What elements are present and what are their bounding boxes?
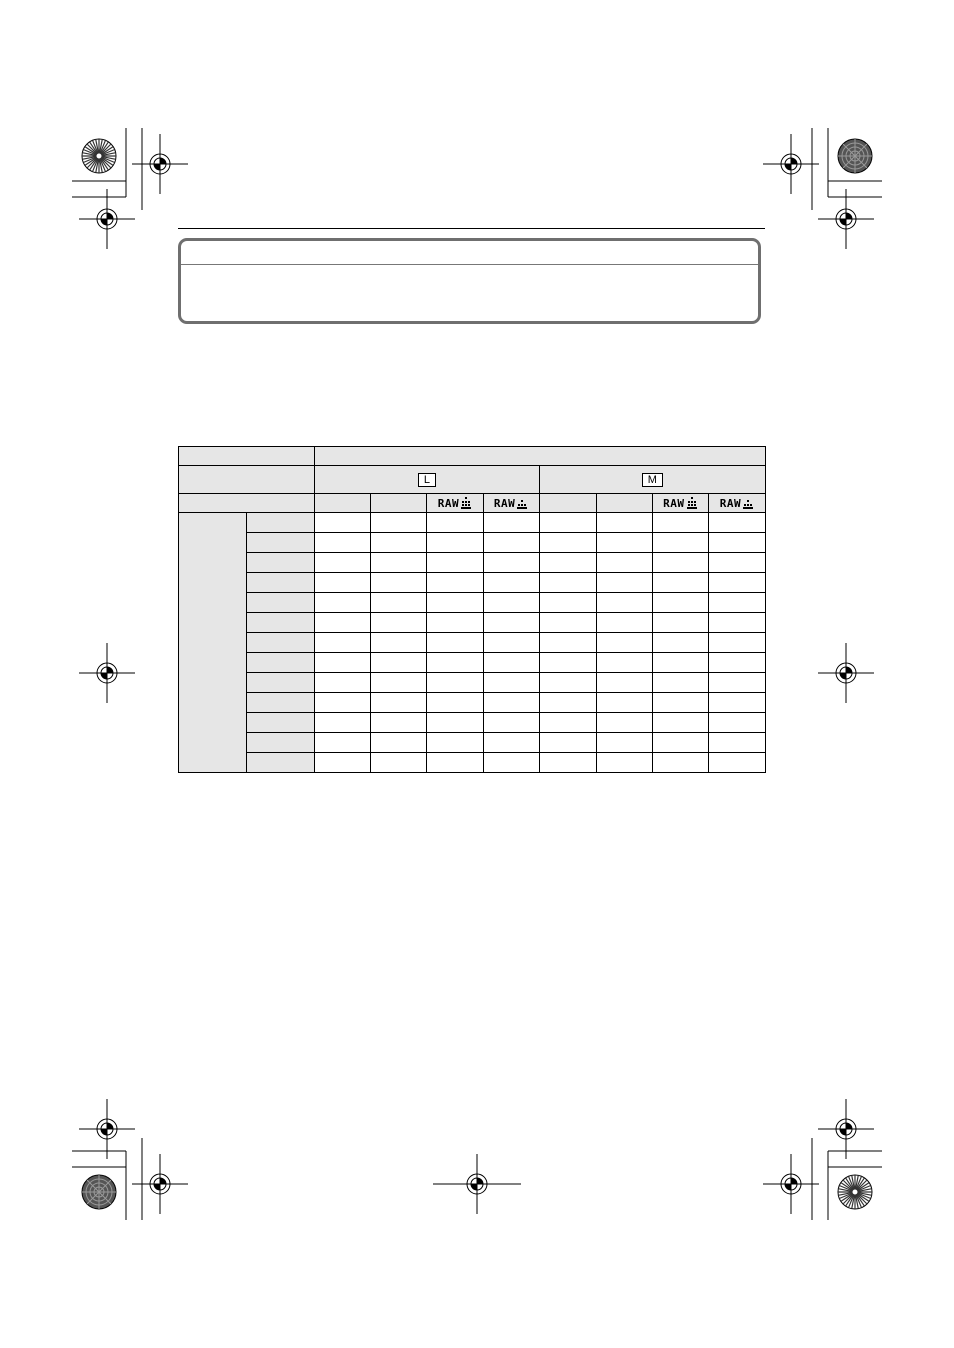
table-cell	[371, 593, 427, 613]
table-cell	[371, 673, 427, 693]
quality-glyph-icon	[742, 497, 754, 509]
size-l-badge: L	[418, 473, 436, 487]
table-cell	[652, 593, 708, 613]
raw-fine-icon	[438, 497, 472, 509]
table-cell	[315, 693, 371, 713]
table-cell	[652, 613, 708, 633]
table-cell	[427, 613, 483, 633]
quality-header-cell	[539, 494, 596, 513]
size-cell-l	[315, 466, 539, 494]
header-span-cell	[315, 447, 766, 466]
table-cell	[483, 633, 539, 653]
table-cell	[708, 733, 765, 753]
table-cell	[708, 613, 765, 633]
row-label-cell	[247, 513, 315, 533]
table-cell	[652, 553, 708, 573]
table-header-row-size	[179, 466, 766, 494]
table-cell	[539, 613, 596, 633]
table-cell	[315, 573, 371, 593]
table-cell	[708, 553, 765, 573]
quality-label-cell	[179, 494, 315, 513]
table-cell	[652, 713, 708, 733]
quality-header-cell	[483, 494, 539, 513]
quality-glyph-icon	[686, 497, 698, 509]
row-label-cell	[247, 653, 315, 673]
table-cell	[708, 633, 765, 653]
row-label-cell	[247, 533, 315, 553]
row-label-cell	[247, 693, 315, 713]
table-header-row-1	[179, 447, 766, 466]
quality-header-cell	[315, 494, 371, 513]
table-cell	[483, 533, 539, 553]
table-cell	[371, 713, 427, 733]
table-cell	[708, 593, 765, 613]
table-cell	[315, 713, 371, 733]
title-panel	[178, 238, 761, 324]
table-cell	[427, 753, 483, 773]
table-cell	[427, 633, 483, 653]
row-label-cell	[247, 733, 315, 753]
table-cell	[371, 573, 427, 593]
row-label-cell	[247, 673, 315, 693]
row-label-cell	[247, 573, 315, 593]
table-cell	[539, 673, 596, 693]
table-row	[179, 573, 766, 593]
table-cell	[596, 633, 652, 653]
table-row	[179, 613, 766, 633]
table-cell	[708, 673, 765, 693]
table-cell	[708, 653, 765, 673]
table-cell	[596, 653, 652, 673]
table-row	[179, 673, 766, 693]
table-cell	[652, 533, 708, 553]
table-cell	[652, 673, 708, 693]
table-cell	[539, 733, 596, 753]
table-row	[179, 733, 766, 753]
table-cell	[427, 553, 483, 573]
table-row	[179, 713, 766, 733]
table-row	[179, 753, 766, 773]
table-cell	[708, 513, 765, 533]
quality-glyph-icon	[460, 497, 472, 509]
table-cell	[708, 533, 765, 553]
table-cell	[483, 613, 539, 633]
table-cell	[539, 713, 596, 733]
table-cell	[596, 593, 652, 613]
table-cell	[539, 753, 596, 773]
raw-standard-icon	[494, 497, 528, 509]
table-cell	[315, 673, 371, 693]
table-cell	[315, 633, 371, 653]
table-cell	[596, 553, 652, 573]
table-cell	[427, 713, 483, 733]
table-cell	[483, 673, 539, 693]
size-label-cell	[179, 466, 315, 494]
table-cell	[483, 653, 539, 673]
title-panel-divider	[181, 264, 758, 265]
table-cell	[371, 553, 427, 573]
table-cell	[708, 693, 765, 713]
table-cell	[539, 533, 596, 553]
table-cell	[315, 553, 371, 573]
table-cell	[539, 553, 596, 573]
table-cell	[539, 633, 596, 653]
quality-header-cell	[427, 494, 483, 513]
table-cell	[539, 653, 596, 673]
table-cell	[708, 753, 765, 773]
table-cell	[596, 673, 652, 693]
table-cell	[427, 653, 483, 673]
table-cell	[596, 573, 652, 593]
table-cell	[539, 513, 596, 533]
table-row	[179, 633, 766, 653]
row-label-cell	[247, 633, 315, 653]
table-cell	[652, 733, 708, 753]
row-label-cell	[247, 553, 315, 573]
table-row	[179, 533, 766, 553]
table-cell	[483, 713, 539, 733]
row-label-cell	[247, 713, 315, 733]
table-cell	[371, 753, 427, 773]
table-cell	[371, 533, 427, 553]
table-row	[179, 653, 766, 673]
quality-header-cell	[652, 494, 708, 513]
table-cell	[596, 733, 652, 753]
raw-label: RAW	[437, 496, 460, 510]
table-cell	[427, 673, 483, 693]
header-corner-cell	[179, 447, 315, 466]
table-cell	[539, 573, 596, 593]
table-cell	[315, 613, 371, 633]
table-cell	[427, 593, 483, 613]
table-cell	[483, 513, 539, 533]
table-cell	[427, 573, 483, 593]
row-label-cell	[247, 593, 315, 613]
table-cell	[315, 593, 371, 613]
table-cell	[371, 513, 427, 533]
table-cell	[596, 533, 652, 553]
table-cell	[371, 733, 427, 753]
raw-fine-icon	[663, 497, 697, 509]
table-cell	[539, 593, 596, 613]
table-cell	[652, 633, 708, 653]
table-cell	[483, 573, 539, 593]
table-header-row-quality	[179, 494, 766, 513]
table-cell	[427, 733, 483, 753]
quality-header-cell	[371, 494, 427, 513]
header-rule	[178, 228, 765, 229]
table-row	[179, 553, 766, 573]
table-cell	[315, 533, 371, 553]
table-cell	[315, 653, 371, 673]
table-row	[179, 693, 766, 713]
table-cell	[652, 693, 708, 713]
table-cell	[596, 713, 652, 733]
row-label-cell	[247, 753, 315, 773]
table-cell	[596, 753, 652, 773]
quality-glyph-icon	[516, 497, 528, 509]
size-cell-m	[539, 466, 765, 494]
table-cell	[371, 653, 427, 673]
raw-label: RAW	[719, 496, 742, 510]
table-cell	[652, 513, 708, 533]
table-cell	[315, 753, 371, 773]
raw-standard-icon	[720, 497, 754, 509]
table-cell	[483, 593, 539, 613]
table-cell	[652, 653, 708, 673]
table-cell	[483, 753, 539, 773]
raw-label: RAW	[493, 496, 516, 510]
table-cell	[539, 693, 596, 713]
table-cell	[427, 693, 483, 713]
recordable-pictures-table	[178, 446, 766, 773]
table-cell	[708, 713, 765, 733]
table-cell	[427, 513, 483, 533]
table-body	[179, 513, 766, 773]
table-cell	[596, 613, 652, 633]
table-cell	[483, 553, 539, 573]
table-cell	[371, 633, 427, 653]
table-cell	[708, 573, 765, 593]
table-cell	[652, 753, 708, 773]
table-cell	[652, 573, 708, 593]
size-m-badge: M	[642, 473, 663, 487]
table-cell	[315, 513, 371, 533]
table-cell	[596, 693, 652, 713]
table-cell	[483, 693, 539, 713]
quality-header-cell	[708, 494, 765, 513]
row-label-cell	[247, 613, 315, 633]
raw-label: RAW	[663, 496, 685, 510]
table-cell	[371, 613, 427, 633]
row-group-cell	[179, 513, 247, 773]
table-cell	[483, 733, 539, 753]
table-row	[179, 593, 766, 613]
table-cell	[315, 733, 371, 753]
table-cell	[596, 513, 652, 533]
table-row	[179, 513, 766, 533]
table-cell	[371, 693, 427, 713]
quality-header-cell	[596, 494, 652, 513]
table-cell	[427, 533, 483, 553]
